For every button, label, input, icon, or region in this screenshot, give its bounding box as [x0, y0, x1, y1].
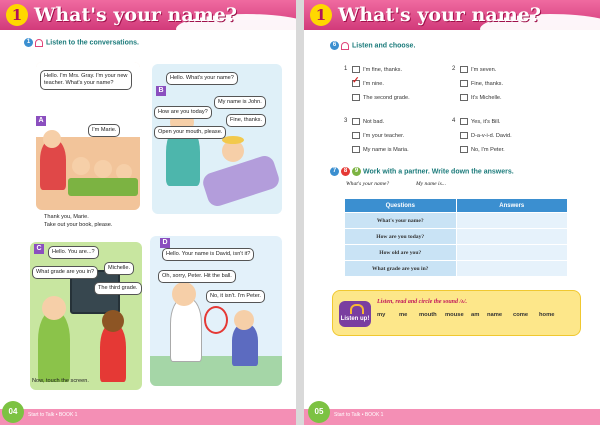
question-cell: How old are you? — [345, 245, 457, 261]
answer-option: I'm nine. — [363, 81, 384, 87]
sound-word[interactable]: mouse — [445, 312, 464, 318]
unit-number-badge: 1 — [310, 4, 332, 26]
listen-up-box — [332, 290, 581, 336]
answer-option: I'm fine, thanks. — [363, 67, 402, 73]
exercise-number: 7 — [330, 167, 339, 176]
answer-cell[interactable] — [456, 261, 568, 277]
answer-option: D-a-v-i-d. David. — [471, 133, 512, 139]
patient-hair — [222, 136, 244, 144]
tennis-racket — [204, 306, 228, 334]
table-header-row — [345, 199, 568, 213]
sound-word[interactable]: mouth — [419, 312, 437, 318]
dental-chair — [201, 153, 282, 208]
question-cell: What grade are you in? — [345, 261, 457, 277]
speech-bubble: Hello. Your name is David, isn't it? — [162, 248, 254, 261]
page-footer — [0, 409, 296, 425]
exercise-number: 6 — [330, 41, 339, 50]
checkmark-icon: ✓ — [352, 75, 360, 85]
table-row — [345, 213, 568, 229]
speech-bubble: Hello. You are...? — [48, 246, 99, 259]
panel-label: A — [36, 116, 46, 126]
table-row — [345, 245, 568, 261]
speech-bubble: I'm Marie. — [88, 124, 120, 137]
panel-b — [152, 64, 282, 214]
instruction-text: Work with a partner. Write down the answers. — [363, 168, 514, 176]
answer-option: My name is Maria. — [363, 147, 409, 153]
panel-caption: Now, touch the screen. — [32, 378, 89, 384]
boy-figure — [38, 312, 70, 382]
answer-option: Yes, it's Bill. — [471, 119, 501, 125]
left-page — [0, 0, 296, 425]
exercise-3-instruction — [330, 167, 514, 176]
speech-bubble: How are you today? — [154, 106, 212, 119]
peter-figure — [232, 324, 258, 366]
answer-option: The second grade. — [363, 95, 410, 101]
listen-icon — [341, 42, 349, 50]
table-row — [345, 261, 568, 277]
sound-word[interactable]: my — [377, 312, 386, 318]
headphones-icon — [350, 304, 364, 314]
answer-option: I'm seven. — [471, 67, 497, 73]
page-number: 05 — [308, 401, 330, 423]
exercise-number: 8 — [341, 167, 350, 176]
sound-word[interactable]: home — [539, 312, 555, 318]
student-head — [94, 160, 112, 178]
instruction-text: Listen to the conversations. — [46, 39, 139, 47]
teacher-head — [43, 130, 61, 148]
series-name: Start to Talk • BOOK 1 — [334, 412, 384, 418]
example-answer: My name is... — [416, 181, 446, 187]
girl-head — [102, 310, 124, 332]
boy-head — [42, 296, 66, 320]
answer-checkbox[interactable] — [460, 66, 468, 73]
speech-bubble: No, it isn't. I'm Peter. — [206, 290, 265, 303]
answer-checkbox[interactable] — [352, 94, 360, 101]
speech-bubble: Michelle. — [104, 262, 134, 275]
answer-option: Fine, thanks. — [471, 81, 504, 87]
listen-icon — [35, 39, 43, 47]
exercise-number: 1 — [24, 38, 33, 47]
right-page — [304, 0, 600, 425]
page-title: What's your name? — [338, 4, 541, 26]
example-question: What's your name? — [346, 181, 390, 187]
page-title: What's your name? — [34, 4, 237, 26]
answer-checkbox[interactable] — [352, 146, 360, 153]
exercise-1-instruction — [24, 38, 139, 47]
question-cell: How are you today? — [345, 229, 457, 245]
speech-bubble: My name is John. — [214, 96, 266, 109]
student-head — [72, 157, 90, 175]
unit-number-badge: 1 — [6, 4, 28, 26]
exercise-number: 9 — [352, 167, 361, 176]
question-number: 4 — [452, 118, 456, 124]
qa-table — [344, 198, 568, 277]
unit-banner — [0, 0, 296, 30]
answer-checkbox[interactable] — [460, 94, 468, 101]
answer-option: I'm your teacher. — [363, 133, 405, 139]
panel-label: C — [34, 244, 44, 254]
column-header: Answers — [456, 199, 568, 213]
speech-bubble: The third grade. — [94, 282, 142, 295]
speech-bubble: Fine, thanks. — [226, 114, 266, 127]
speech-bubble: Hello. I'm Mrs. Gray. I'm your new teacher. What's your name? — [40, 70, 132, 90]
listen-up-instruction: Listen, read and circle the sound /ʌ/. — [377, 299, 467, 305]
answer-checkbox[interactable] — [460, 118, 468, 125]
answer-checkbox[interactable] — [352, 118, 360, 125]
panel-label: B — [156, 86, 166, 96]
peter-head — [234, 310, 254, 330]
girl-figure — [100, 324, 126, 382]
answer-option: No, I'm Peter. — [471, 147, 505, 153]
answer-cell[interactable] — [456, 245, 568, 261]
listen-up-label: Listen up! — [340, 316, 370, 322]
sound-word[interactable]: am — [471, 312, 480, 318]
listen-up-button[interactable] — [339, 301, 371, 327]
speech-bubble: Oh, sorry, Peter. Hit the ball. — [158, 270, 236, 283]
question-number: 3 — [344, 118, 348, 124]
question-number: 2 — [452, 66, 456, 72]
desks — [68, 178, 138, 196]
answer-checkbox[interactable] — [352, 66, 360, 73]
answer-checkbox[interactable] — [352, 132, 360, 139]
table-row — [345, 229, 568, 245]
answer-cell[interactable] — [456, 229, 568, 245]
unit-banner — [304, 0, 600, 30]
answer-cell[interactable] — [456, 213, 568, 229]
answer-checkbox[interactable] — [460, 146, 468, 153]
panel-label: D — [160, 238, 170, 248]
answer-checkbox[interactable] — [460, 80, 468, 87]
panel-caption: Thank you, Marie. — [44, 214, 89, 220]
sound-word[interactable]: me — [399, 312, 408, 318]
column-header: Questions — [345, 199, 457, 213]
speech-bubble: Hello. What's your name? — [166, 72, 238, 85]
answer-option: It's Michelle. — [471, 95, 502, 101]
series-name: Start to Talk • BOOK 1 — [28, 412, 78, 418]
question-cell: What's your name? — [345, 213, 457, 229]
answer-option: Not bad. — [363, 119, 385, 125]
sound-word[interactable]: name — [487, 312, 503, 318]
page-number: 04 — [2, 401, 24, 423]
sound-word[interactable]: come — [513, 312, 529, 318]
speech-bubble: Open your mouth, please. — [154, 126, 226, 139]
coach-head — [172, 282, 196, 306]
question-number: 1 — [344, 66, 348, 72]
coach-figure — [170, 298, 202, 362]
speech-bubble: What grade are you in? — [32, 266, 98, 279]
instruction-text: Listen and choose. — [352, 42, 416, 50]
answer-checkbox[interactable] — [460, 132, 468, 139]
exercise-2-instruction — [330, 41, 415, 50]
page-footer — [304, 409, 600, 425]
panel-caption: Take out your book, please. — [44, 222, 113, 228]
